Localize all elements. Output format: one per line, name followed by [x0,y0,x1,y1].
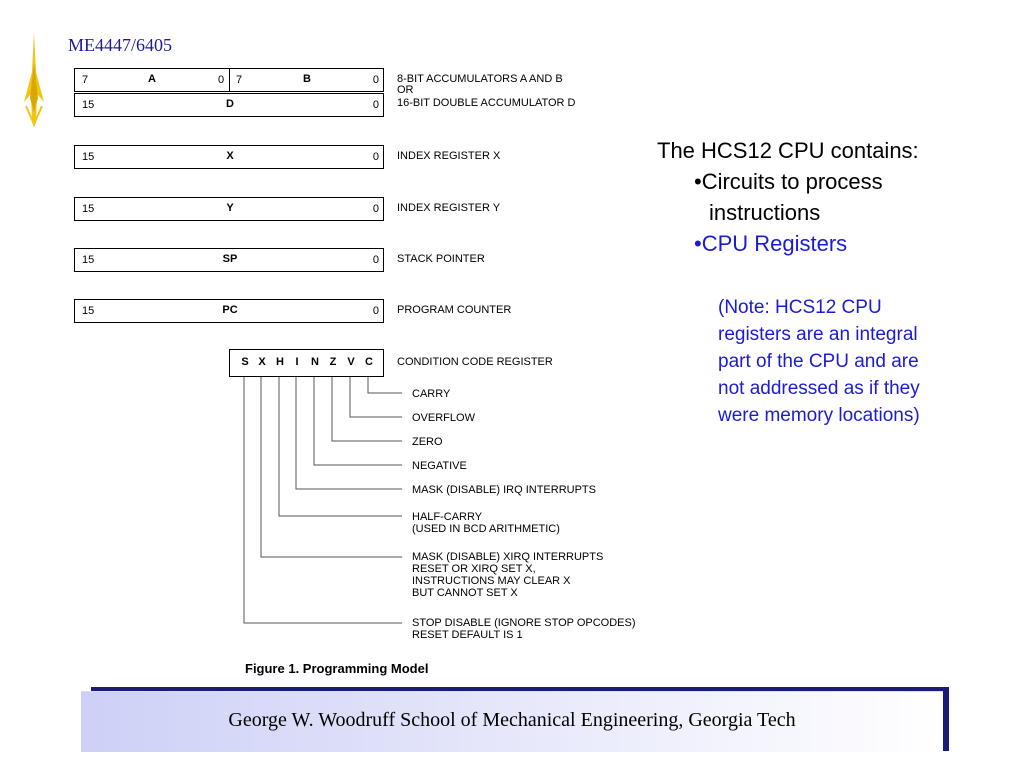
register-d-low-bit: 0 [372,99,379,111]
ccr-desc-zero: ZERO [412,436,443,448]
ccr-desc-overflow: OVERFLOW [412,412,475,424]
register-y-box [74,197,384,221]
register-d-name: D [226,98,234,110]
register-b-name: B [303,73,311,85]
footer-text: George W. Woodruff School of Mechanical Engineering, Georgia Tech [228,709,796,731]
register-pc-box [74,299,384,323]
register-sp-low-bit: 0 [372,254,379,266]
register-b-high-bit: 7 [236,74,243,86]
note-text: (Note: HCS12 CPU registers are an integral part of the CPU and are not addressed as if they were memory locations) [718,297,920,426]
register-x-low-bit: 0 [372,151,379,163]
register-d-box [74,93,384,117]
footer-bar [81,691,943,752]
ccr-bit-s: S [241,356,249,368]
register-pc-label: PROGRAM COUNTER [397,304,512,316]
ccr-bit-v: V [347,356,355,368]
condition-code-register-box [229,349,384,377]
ccr-bit-z: Z [329,356,337,368]
georgia-tech-logo [22,32,46,128]
register-a-low-bit: 0 [218,74,225,86]
ccr-desc-half-carry: HALF-CARRY (USED IN BCD ARITHMETIC) [412,511,560,535]
register-ab-label: 8-BIT ACCUMULATORS A AND B [397,73,563,85]
condition-code-register-label: CONDITION CODE REGISTER [397,356,553,368]
bullet-circuits: •Circuits to process instructions [694,169,883,225]
register-x-label: INDEX REGISTER X [397,150,501,162]
register-pc-high-bit: 15 [82,305,95,317]
ccr-desc-xirq-mask: MASK (DISABLE) XIRQ INTERRUPTS RESET OR XIRQ SET X, INSTRUCTIONS MAY CLEAR X BUT CANNOT SET X [412,551,604,599]
ccr-bit-n: N [311,356,319,368]
register-ab-divider [229,69,230,91]
register-a-name: A [148,73,156,85]
ccr-bit-h: H [276,356,284,368]
ccr-bit-i: I [295,356,299,368]
ccr-desc-negative: NEGATIVE [412,460,467,472]
register-d-high-bit: 15 [82,99,95,111]
course-code: ME4447/6405 [68,35,173,55]
register-y-label: INDEX REGISTER Y [397,202,501,214]
register-d-label: 16-BIT DOUBLE ACCUMULATOR D [397,97,576,109]
register-sp-high-bit: 15 [82,254,95,266]
ccr-bit-x: X [258,356,266,368]
figure-caption: Figure 1. Programming Model [245,661,429,676]
register-ab-or: OR [397,84,414,96]
register-sp-box [74,248,384,272]
register-a-high-bit: 7 [82,74,89,86]
register-pc-low-bit: 0 [372,305,379,317]
slide-heading: The HCS12 CPU contains: [657,138,919,163]
bullet-cpu-registers: •CPU Registers [694,231,848,256]
register-sp-label: STACK POINTER [397,253,485,265]
register-y-name: Y [226,202,234,214]
register-x-box [74,145,384,169]
register-y-low-bit: 0 [372,203,379,215]
ccr-desc-irq-mask: MASK (DISABLE) IRQ INTERRUPTS [412,484,596,496]
register-x-high-bit: 15 [82,151,95,163]
register-x-name: X [226,150,234,162]
register-y-high-bit: 15 [82,203,95,215]
register-pc-name: PC [222,304,238,316]
register-ab-box [74,68,384,92]
ccr-bit-c: C [365,356,373,368]
register-sp-name: SP [222,253,238,265]
register-b-low-bit: 0 [372,74,379,86]
ccr-desc-carry: CARRY [412,388,451,400]
ccr-desc-stop-disable: STOP DISABLE (IGNORE STOP OPCODES) RESET DEFAULT IS 1 [412,617,636,641]
